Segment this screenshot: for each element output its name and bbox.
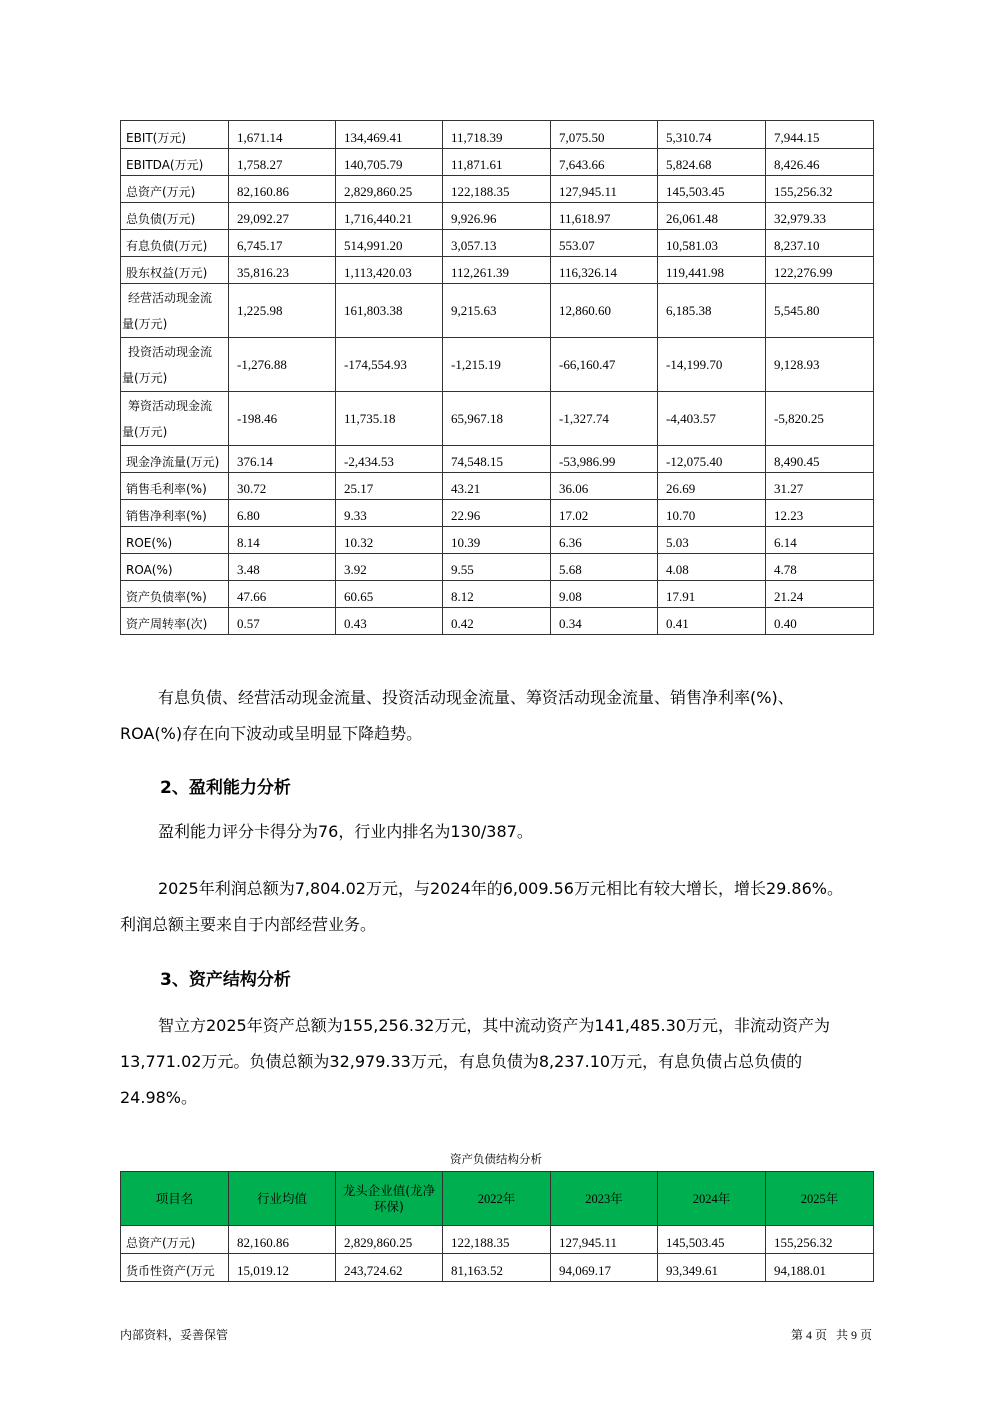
row-label-text: 总资产(万元) [126,185,196,199]
cell-value: 155,256.32 [766,1226,874,1254]
row-label [121,284,229,338]
cell-value: -2,434.53 [336,446,443,473]
cell-value: 1,225.98 [229,284,336,338]
cell-value: 6.80 [229,500,336,527]
asset-line-2: 13,771.02万元。负债总额为32,979.33万元，有息负债为8,237.10万元，有息负债占总负债的 [120,1052,803,1071]
cell-value: 5.68 [551,554,658,581]
cell-value: 122,188.35 [443,1226,551,1254]
header-2024: 2024年 [658,1172,766,1226]
row-label-text: 有息负债(万元) [126,239,208,253]
cell-value: 5.03 [658,527,766,554]
cell-value: 94,069.17 [551,1254,658,1282]
cell-value: 145,503.45 [658,176,766,203]
row-label-text-continued: 量(万元) [122,424,168,439]
row-label-text: 现金净流量(万元) [126,455,220,469]
cell-value: 134,469.41 [336,121,443,149]
asset-structure-paragraph [120,1008,890,1116]
table-row [121,527,874,554]
profit-line-2: 利润总额主要来自于内部经营业务。 [120,915,377,934]
profit-paragraph [120,871,890,943]
header-leader-value [336,1172,443,1226]
cell-value: 9,926.96 [443,203,551,230]
profit-line-1: 2025年利润总额为7,804.02万元，与2024年的6,009.56万元相比有较大增长，增长29.86%。 [158,879,843,898]
table-row [121,338,874,392]
cell-value: 0.34 [551,608,658,635]
cell-value: 6,185.38 [658,284,766,338]
cell-value: -1,327.74 [551,392,658,446]
row-label-text: 股东权益(万元) [126,266,208,280]
cell-value: 1,671.14 [229,121,336,149]
cell-value: 9.33 [336,500,443,527]
cell-value: 93,349.61 [658,1254,766,1282]
table-caption: 资产负债结构分析 [450,1152,542,1166]
cell-value: 145,503.45 [658,1226,766,1254]
cell-value: 31.27 [766,473,874,500]
cell-value: 3.92 [336,554,443,581]
cell-value: 7,075.50 [551,121,658,149]
cell-value: 15,019.12 [229,1254,336,1282]
cell-value: 119,441.98 [658,257,766,284]
cell-value: 11,718.39 [443,121,551,149]
row-label [121,527,229,554]
cell-value: 21.24 [766,581,874,608]
cell-value: 10.70 [658,500,766,527]
cell-value: 2,829,860.25 [336,176,443,203]
row-label [121,176,229,203]
cell-value: 7,643.66 [551,149,658,176]
trend-paragraph [120,680,880,752]
header-2025: 2025年 [766,1172,874,1226]
cell-value: 4.78 [766,554,874,581]
cell-value: 10.39 [443,527,551,554]
row-label [121,608,229,635]
table-row [121,176,874,203]
cell-value: -198.46 [229,392,336,446]
cell-value: 12.23 [766,500,874,527]
cell-value: 60.65 [336,581,443,608]
row-label [121,473,229,500]
row-label-text-continued: 量(万元) [122,316,168,331]
table-row [121,1254,874,1282]
cell-value: 6.36 [551,527,658,554]
header-item-name: 项目名 [121,1172,229,1226]
row-label: 总资产(万元) [121,1226,229,1254]
cell-value: -53,986.99 [551,446,658,473]
section-3-heading: 3、资产结构分析 [160,970,291,990]
cell-value: 0.57 [229,608,336,635]
cell-value: 0.42 [443,608,551,635]
row-label-text: 销售毛利率(%) [126,482,207,496]
cell-value: 0.40 [766,608,874,635]
row-label [121,554,229,581]
row-label [121,257,229,284]
cell-value: -12,075.40 [658,446,766,473]
cell-value: 36.06 [551,473,658,500]
cell-value: 29,092.27 [229,203,336,230]
row-label-text: EBITDA(万元) [126,158,204,172]
cell-value: 11,618.97 [551,203,658,230]
row-label [121,581,229,608]
cell-value: 82,160.86 [229,1226,336,1254]
header-industry-average: 行业均值 [229,1172,336,1226]
cell-value: 43.21 [443,473,551,500]
cell-value: 10,581.03 [658,230,766,257]
row-label [121,230,229,257]
row-label-text: 资产周转率(次) [126,617,208,631]
footer-page-number: 第 4 页 共 9 页 [790,1328,872,1342]
cell-value: 30.72 [229,473,336,500]
row-label-text: 销售净利率(%) [126,509,207,523]
header-leader-line-1: 龙头企业值(龙净 [342,1182,436,1198]
row-label-text: 经营活动现金流 [128,290,213,305]
cell-value: 82,160.86 [229,176,336,203]
cell-value: 1,716,440.21 [336,203,443,230]
cell-value: 155,256.32 [766,176,874,203]
financial-indicators-table [120,120,874,635]
cell-value: 10.32 [336,527,443,554]
cell-value: 6.14 [766,527,874,554]
cell-value: 8,426.46 [766,149,874,176]
cell-value: 26.69 [658,473,766,500]
cell-value: 9.08 [551,581,658,608]
row-label [121,203,229,230]
cell-value: -5,820.25 [766,392,874,446]
table-row [121,230,874,257]
cell-value: 161,803.38 [336,284,443,338]
cell-value: 8,237.10 [766,230,874,257]
row-label-text: ROA(%) [126,563,173,577]
asset-line-1: 智立方2025年资产总额为155,256.32万元，其中流动资产为141,485.30万元，非流动资产为 [158,1016,830,1035]
cell-value: 6,745.17 [229,230,336,257]
table-header-row [121,1172,874,1226]
cell-value: 8.12 [443,581,551,608]
table-row [121,149,874,176]
cell-value: 122,276.99 [766,257,874,284]
row-label-text-continued: 量(万元) [122,370,168,385]
trend-line-1: 有息负债、经营活动现金流量、投资活动现金流量、筹资活动现金流量、销售净利率(%)、 [158,688,794,707]
table-row [121,500,874,527]
cell-value: 127,945.11 [551,176,658,203]
cell-value: 5,310.74 [658,121,766,149]
row-label-text: EBIT(万元) [126,131,187,145]
cell-value: 94,188.01 [766,1254,874,1282]
cell-value: 22.96 [443,500,551,527]
cell-value: 553.07 [551,230,658,257]
cell-value: 2,829,860.25 [336,1226,443,1254]
table-row [121,446,874,473]
cell-value: -1,276.88 [229,338,336,392]
cell-value: 32,979.33 [766,203,874,230]
cell-value: -1,215.19 [443,338,551,392]
trend-line-2: ROA(%)存在向下波动或呈明显下降趋势。 [120,724,423,743]
table-row [121,554,874,581]
cell-value: 9.55 [443,554,551,581]
cell-value: 81,163.52 [443,1254,551,1282]
asset-line-3: 24.98%。 [120,1088,198,1107]
cell-value: 127,945.11 [551,1226,658,1254]
row-label [121,121,229,149]
table-row [121,121,874,149]
cell-value: -4,403.57 [658,392,766,446]
table-row [121,257,874,284]
cell-value: 1,758.27 [229,149,336,176]
row-label-text: 筹资活动现金流 [128,398,213,413]
cell-value: 8.14 [229,527,336,554]
profitability-score-text: 盈利能力评分卡得分为76，行业内排名为130/387。 [158,822,533,841]
cell-value: -174,554.93 [336,338,443,392]
table-row [121,284,874,338]
table-row [121,608,874,635]
cell-value: 122,188.35 [443,176,551,203]
row-label [121,500,229,527]
table-row [121,1226,874,1254]
cell-value: -14,199.70 [658,338,766,392]
row-label [121,392,229,446]
cell-value: 35,816.23 [229,257,336,284]
row-label-text: 投资活动现金流 [128,344,213,359]
table-row [121,581,874,608]
row-label [121,446,229,473]
footer-confidential-note: 内部资料，妥善保管 [120,1328,229,1342]
cell-value: 11,871.61 [443,149,551,176]
row-label-text: 总负债(万元) [126,212,196,226]
cell-value: 65,967.18 [443,392,551,446]
cell-value: 112,261.39 [443,257,551,284]
cell-value: 0.43 [336,608,443,635]
cell-value: 1,113,420.03 [336,257,443,284]
cell-value: 3.48 [229,554,336,581]
cell-value: 140,705.79 [336,149,443,176]
cell-value: 514,991.20 [336,230,443,257]
cell-value: 5,824.68 [658,149,766,176]
row-label [121,149,229,176]
cell-value: 74,548.15 [443,446,551,473]
cell-value: 116,326.14 [551,257,658,284]
cell-value: 17.91 [658,581,766,608]
cell-value: 12,860.60 [551,284,658,338]
cell-value: 47.66 [229,581,336,608]
cell-value: -66,160.47 [551,338,658,392]
table-row [121,473,874,500]
cell-value: 8,490.45 [766,446,874,473]
cell-value: 17.02 [551,500,658,527]
section-2-heading: 2、盈利能力分析 [160,778,291,798]
cell-value: 25.17 [336,473,443,500]
table-row [121,203,874,230]
row-label: 货币性资产(万元 [121,1254,229,1282]
cell-value: 5,545.80 [766,284,874,338]
header-2022: 2022年 [443,1172,551,1226]
table-row [121,392,874,446]
cell-value: 26,061.48 [658,203,766,230]
asset-liability-table [120,1171,874,1282]
cell-value: 7,944.15 [766,121,874,149]
cell-value: 11,735.18 [336,392,443,446]
cell-value: 376.14 [229,446,336,473]
header-leader-line-2: 环保) [374,1198,404,1214]
cell-value: 243,724.62 [336,1254,443,1282]
cell-value: 9,128.93 [766,338,874,392]
header-2023: 2023年 [551,1172,658,1226]
cell-value: 3,057.13 [443,230,551,257]
row-label-text: ROE(%) [126,536,173,550]
cell-value: 4.08 [658,554,766,581]
row-label-text: 资产负债率(%) [126,590,207,604]
row-label [121,338,229,392]
cell-value: 0.41 [658,608,766,635]
cell-value: 9,215.63 [443,284,551,338]
